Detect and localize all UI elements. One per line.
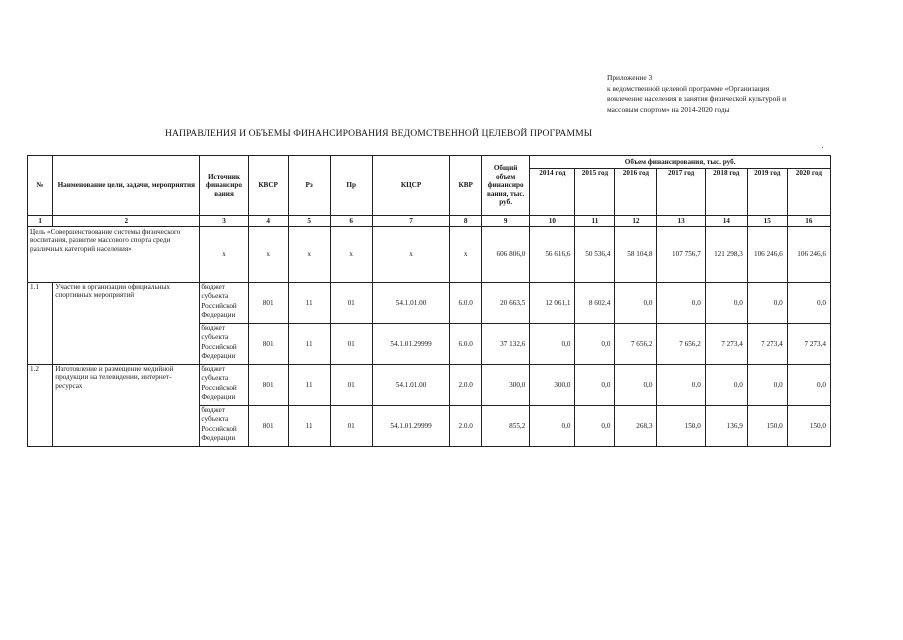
- column-number: 9: [481, 216, 529, 227]
- kvsr-cell: 801: [248, 283, 288, 324]
- rz-cell: 11: [288, 324, 330, 365]
- funding-source: бюджет субъекта Российской Федерации: [200, 324, 248, 365]
- total-cell: 20 663,5: [481, 283, 529, 324]
- kvr-cell: 2.0.0: [450, 365, 482, 406]
- year-value: 7 656,2: [615, 324, 657, 365]
- header-year: 2014 год: [530, 169, 575, 216]
- header-year: 2019 год: [747, 169, 787, 216]
- year-value: 136,9: [705, 406, 747, 447]
- year-value: 0,0: [705, 365, 747, 406]
- kvr-cell: 6.0.0: [450, 324, 482, 365]
- funding-source: бюджет субъекта Российской Федерации: [200, 406, 248, 447]
- year-value: 12 061,1: [530, 283, 575, 324]
- year-value: 0,0: [615, 365, 657, 406]
- kvsr-cell: 801: [248, 365, 288, 406]
- pr-cell: 01: [330, 283, 372, 324]
- funding-source: бюджет субъекта Российской Федерации: [200, 283, 248, 324]
- goal-total: 606 806,0: [481, 227, 529, 283]
- header-source: Источник финансиро вания: [200, 156, 248, 216]
- year-value: 0,0: [657, 283, 705, 324]
- goal-rz: х: [288, 227, 330, 283]
- appendix-line-1: Приложение 3: [607, 73, 653, 82]
- year-value: 0,0: [615, 283, 657, 324]
- year-value: 0,0: [705, 283, 747, 324]
- year-value: 150,0: [787, 406, 830, 447]
- year-value: 0,0: [657, 365, 705, 406]
- year-value: 0,0: [787, 283, 830, 324]
- task-name: Участие в организации официальных спортивных мероприятий: [53, 283, 200, 365]
- year-value: 0,0: [530, 406, 575, 447]
- goal-name: Цель «Совершенствование системы физического воспитания, развитие массового спорта среди различных категорий населения»: [28, 227, 200, 283]
- column-number: 13: [657, 216, 705, 227]
- year-value: 7 273,4: [705, 324, 747, 365]
- header-year: 2018 год: [705, 169, 747, 216]
- kcsr-cell: 54.1.01.29999: [372, 406, 450, 447]
- kvsr-cell: 801: [248, 324, 288, 365]
- task-number: 1.1: [28, 283, 53, 365]
- pr-cell: 01: [330, 406, 372, 447]
- header-name: Наименование цели, задачи, мероприятия: [53, 156, 200, 216]
- column-number: 2: [53, 216, 200, 227]
- header-kvr: КВР: [450, 156, 482, 216]
- column-number: 3: [200, 216, 248, 227]
- column-number: 4: [248, 216, 288, 227]
- year-value: 7 656,2: [657, 324, 705, 365]
- task-row: [28, 283, 831, 324]
- funding-source: бюджет субъекта Российской Федерации: [200, 365, 248, 406]
- task-number: 1.2: [28, 365, 53, 447]
- header-year: 2016 год: [615, 169, 657, 216]
- header-volume: Объем финансирования, тыс. руб.: [530, 156, 831, 169]
- goal-year-value: 50 536,4: [575, 227, 615, 283]
- header-year: 2015 год: [575, 169, 615, 216]
- header-total: Общий объем финансиро вания, тыс. руб.: [481, 156, 529, 216]
- column-number: 1: [28, 216, 53, 227]
- column-number: 16: [787, 216, 830, 227]
- pr-cell: 01: [330, 324, 372, 365]
- year-value: 0,0: [530, 324, 575, 365]
- kcsr-cell: 54.1.01.29999: [372, 324, 450, 365]
- year-value: 300,0: [530, 365, 575, 406]
- column-number: 7: [372, 216, 450, 227]
- total-cell: 300,0: [481, 365, 529, 406]
- goal-kcsr: х: [372, 227, 450, 283]
- goal-year-value: 121 298,3: [705, 227, 747, 283]
- kcsr-cell: 54.1.01.00: [372, 365, 450, 406]
- header-num: №: [28, 156, 53, 216]
- goal-kvr: х: [450, 227, 482, 283]
- year-value: 150,0: [657, 406, 705, 447]
- pr-cell: 01: [330, 365, 372, 406]
- kvr-cell: 2.0.0: [450, 406, 482, 447]
- header-pr: Пр: [330, 156, 372, 216]
- year-value: 150,0: [747, 406, 787, 447]
- year-value: 7 273,4: [747, 324, 787, 365]
- scan-speck: [822, 147, 823, 148]
- kvsr-cell: 801: [248, 406, 288, 447]
- year-value: 268,3: [615, 406, 657, 447]
- year-value: 0,0: [575, 365, 615, 406]
- financing-table: [27, 155, 831, 447]
- kvr-cell: 6.0.0: [450, 283, 482, 324]
- header-year: 2017 год: [657, 169, 705, 216]
- header-kcsr: КЦСР: [372, 156, 450, 216]
- column-number-row: [28, 216, 831, 227]
- year-value: 0,0: [787, 365, 830, 406]
- goal-kvsr: х: [248, 227, 288, 283]
- column-number: 12: [615, 216, 657, 227]
- goal-year-value: 56 616,6: [530, 227, 575, 283]
- appendix-line-3: вовлечение населения в занятия физической культурой и: [607, 94, 787, 104]
- appendix-line-4: массовым спортом» на 2014-2020 годы: [607, 104, 730, 114]
- goal-year-value: 58 104,8: [615, 227, 657, 283]
- header-year: 2020 год: [787, 169, 830, 216]
- column-number: 10: [530, 216, 575, 227]
- column-number: 6: [330, 216, 372, 227]
- header-kvsr: КВСР: [248, 156, 288, 216]
- appendix-note: [607, 73, 847, 115]
- goal-source: х: [200, 227, 248, 283]
- kcsr-cell: 54.1.01.00: [372, 283, 450, 324]
- year-value: 0,0: [575, 406, 615, 447]
- header-rz: Рз: [288, 156, 330, 216]
- goal-pr: х: [330, 227, 372, 283]
- total-cell: 37 132,6: [481, 324, 529, 365]
- column-number: 11: [575, 216, 615, 227]
- goal-year-value: 106 246,6: [747, 227, 787, 283]
- column-number: 14: [705, 216, 747, 227]
- year-value: 8 602,4: [575, 283, 615, 324]
- rz-cell: 11: [288, 283, 330, 324]
- column-number: 5: [288, 216, 330, 227]
- goal-year-value: 106 246,6: [787, 227, 830, 283]
- appendix-line-2: к ведомственной целевой программе «Организация: [607, 83, 770, 93]
- goal-row: [28, 227, 831, 283]
- document-title: НАПРАВЛЕНИЯ И ОБЪЕМЫ ФИНАНСИРОВАНИЯ ВЕДОМСТВЕННОЙ ЦЕЛЕВОЙ ПРОГРАММЫ: [165, 128, 593, 139]
- rz-cell: 11: [288, 365, 330, 406]
- total-cell: 855,2: [481, 406, 529, 447]
- task-row: [28, 365, 831, 406]
- year-value: 0,0: [747, 283, 787, 324]
- column-number: 15: [747, 216, 787, 227]
- task-name: Изготовление и размещение медийной продукции на телевидении, интернет-ресурсах: [53, 365, 200, 447]
- year-value: 0,0: [747, 365, 787, 406]
- goal-year-value: 107 756,7: [657, 227, 705, 283]
- rz-cell: 11: [288, 406, 330, 447]
- column-number: 8: [450, 216, 482, 227]
- year-value: 7 273,4: [787, 324, 830, 365]
- year-value: 0,0: [575, 324, 615, 365]
